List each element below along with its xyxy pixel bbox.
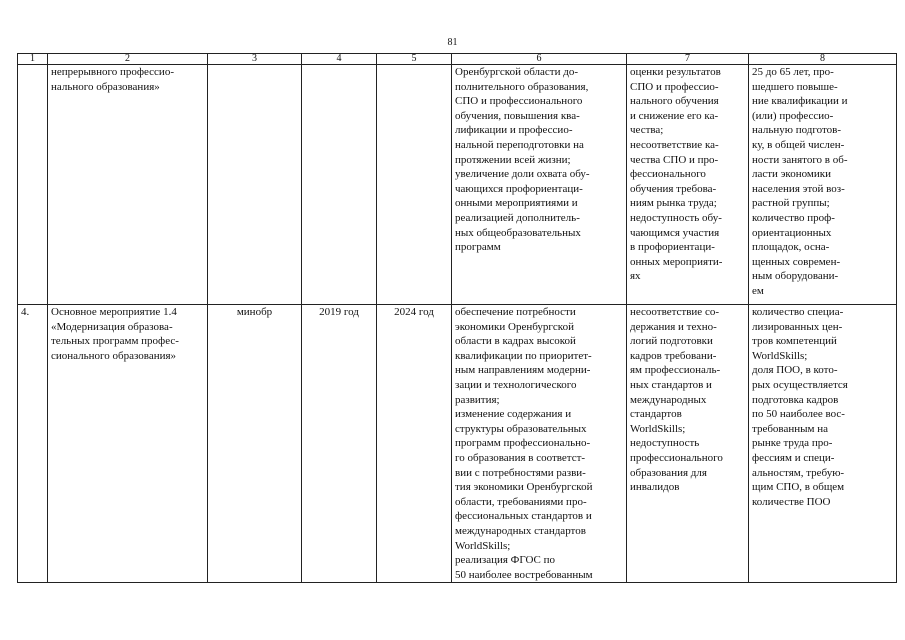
table-row [18, 65, 897, 305]
activity-name-cell: Основное мероприятие 1.4 «Модернизация образова- тельных программ профес- сионального образования» [48, 305, 208, 583]
header-col-1: 1 [18, 54, 48, 65]
header-col-4: 4 [302, 54, 377, 65]
table-header-row [18, 54, 897, 65]
executor-cell [208, 65, 302, 305]
end-year-cell: 2024 год [377, 305, 452, 583]
table-row [18, 305, 897, 583]
indicators-cell: 25 до 65 лет, про- шедшего повыше- ние квалификации и (или) профессио- нальную подготов- ку, в общей числен- ности занятого в об- ласти экономики населения этой воз- растной группы; количество проф- ориентационных площадок, осна- щенных современ- ным оборудовани- ем [749, 65, 897, 305]
executor-cell: минобр [208, 305, 302, 583]
program-table [17, 53, 897, 583]
header-col-3: 3 [208, 54, 302, 65]
header-col-7: 7 [627, 54, 749, 65]
header-col-2: 2 [48, 54, 208, 65]
header-col-5: 5 [377, 54, 452, 65]
header-col-8: 8 [749, 54, 897, 65]
page-number: 81 [447, 37, 458, 48]
start-year-cell: 2019 год [302, 305, 377, 583]
expected-result-cell: обеспечение потребности экономики Оренбургской области в кадрах высокой квалификации по приоритет- ным направлениям модерни- зации и технологического развития; изменение содержания и структуры образовательных программ профессионально- го образования в соответст- вии с потребностями разви- тия экономики Оренбургской области, требованиями про- фессиональных стандартов и международных стандартов WorldSkills; реализация ФГОС по 50 наиболее востребованным [452, 305, 627, 583]
risks-cell: оценки результатов СПО и профессио- нального обучения и снижение его ка- чества; несоответствие ка- чества СПО и про- фессионального обучения требова- ниям рынка труда; недоступность обу- чающимся участия в профориентаци- онных мероприяти- ях [627, 65, 749, 305]
end-year-cell [377, 65, 452, 305]
header-col-6: 6 [452, 54, 627, 65]
indicators-cell: количество специа- лизированных цен- тров компетенций WorldSkills; доля ПОО, в кото- рых осуществляется подготовка кадров по 50 наиболее вос- требованным на рынке труда про- фессиям и специ- альностям, требую- щим СПО, в общем количестве ПОО [749, 305, 897, 583]
start-year-cell [302, 65, 377, 305]
risks-cell: несоответствие со- держания и техно- логий подготовки кадров требовани- ям профессиональ- ных стандартов и международных стандартов WorldSkills; недоступность профессионального образования для инвалидов [627, 305, 749, 583]
activity-name-cell: непрерывного профессио- нального образования» [48, 65, 208, 305]
row-number-cell: 4. [18, 305, 48, 583]
expected-result-cell: Оренбургской области до- полнительного образования, СПО и профессионального обучения, повышения ква- лификации и профессио- нальной переподготовки на протяжении всей жизни; увеличение доли охвата обу- чающихся профориентаци- онными мероприятиями и реализацией дополнитель- ных общеобразовательных программ [452, 65, 627, 305]
row-number-cell [18, 65, 48, 305]
